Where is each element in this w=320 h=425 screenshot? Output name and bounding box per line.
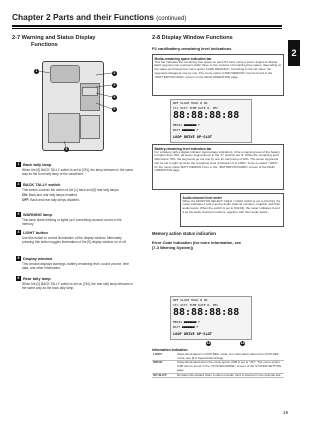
lcd-timecode: 88:88:88:88 [173,307,240,318]
item-body: This switch controls the action of the [1] back and [6] rear tally lamps. [22,188,120,192]
item-badge: 2 [17,182,20,186]
header-rule-thin [12,28,282,29]
chapter-tab: 2 [288,40,300,66]
item-light-button [16,230,134,244]
item-back-tally-switch [16,182,134,202]
lcd-timecode: 88:88:88:88 [173,110,240,121]
battery-remaining-box [152,144,284,190]
chapter-continued: (continued) [156,16,187,22]
item-title: Display window [23,256,53,261]
marker-3: 3 [113,83,116,87]
page-header [12,12,282,29]
section-2-8-heading [152,35,286,42]
sub-key: OFF: [22,198,30,203]
table-row [152,373,284,378]
section-2-7-title-2: Functions [31,42,58,48]
info-value: Remains illuminated when a video encoder card is inserted in the optional slot. [176,373,284,378]
lcd-mode-row: CTL VITC TIME DATE R- PEC [173,106,219,110]
item-body: Use this button to control illumination of the display window. Alternately pressing this button toggles illumination of the [5] display window on or off. [22,236,127,245]
item-title: Rear tally lamp [23,276,51,281]
item-body: This window displays warnings, battery-remaining level, sound volume, time data, and other information. [22,262,130,271]
lcd-media-bar: MEDIA ■■■■■■■ F [173,320,201,324]
item-display-window [16,256,134,270]
item-title: WARNING lamp [23,212,52,217]
item-body: When the [2] BACK TALLY switch is set on [ON], the rear tally lamp behaves in the same way as the back tally lamp. [22,282,134,291]
marker-5: 5 [113,107,116,111]
item-badge: 6 [17,276,20,280]
info-key: OP-SLOT: [152,373,176,378]
section-2-8-title: Display Window Functions [161,35,233,41]
p2-indication-title: P2 card/battery-remaining level indications [152,46,232,51]
sub-key: ON: [22,193,28,198]
item-warning-lamp [16,212,134,226]
marker-1: 1 [35,69,38,73]
item-sub-row [16,193,134,197]
info-indication-table [152,353,284,378]
lcd-battery-bar: BATT ■■■■■■■ F [173,128,199,132]
error-code-ref: [7-3 Warning System]) [152,245,193,250]
battery-box-title: Battery-remaining level indication bar [154,146,212,151]
item-title: Back tally lamp [23,162,52,167]
marker-2: 2 [113,71,116,75]
memory-action-title: Memory action status indication [152,231,216,236]
section-2-8-number: 2-8 [152,35,161,41]
lcd-status-labels: LOOP DRIVE OP-SLOT [173,332,212,336]
item-body: When the [6] BACK TALLY switch is set to [ON], the lamp behaves in the same way as the front tally lamp of the viewfinder. [22,168,134,177]
info-indication-title: Information indication [152,348,188,352]
section-2-7-title-1: Warning and Status Display [21,35,96,41]
item-badge: 3 [17,212,20,216]
battery-box-text: For a battery with a digital indicator (percentage indication), it the remaining level of the battery is higher than 70%, all seven segments up to the "F" position are lit. When the remaining level falls below 70%, the segments go out one by one for each drop of 10%. The seven segments can be set to light up when the remaining level is between 0 to 100%. To do so select "100%" for the menu option BATT REMAIN FULL in the <BATTERY/P2CARD> screen of the MAIN OPERATION page. [154,149,280,173]
sub-value: Back and rear tally lamps disabled. [30,198,80,203]
error-code-title: Error Code Indication (for more information, see [152,240,242,245]
marker-14: 14 [240,341,245,345]
item-title: BACK TALLY switch [23,182,61,187]
lcd-status-row: NDF SLAVE HOLD W 2N [173,101,208,105]
leader-lines [24,57,128,157]
lcd-battery-bar: BATT ■■■■■■■ F [173,325,199,329]
info-key: LOOP: [152,353,176,361]
display-window-diagram-1 [170,99,252,143]
item-back-tally-lamp [16,162,134,176]
media-box-text: This bar indicates the remaining free space on each P2 card, using a seven-segment display. Each segment can represent either three or five minutes of remaining free space, depending on the value set through the menu option CARD REMAIN/□. According to the set value, the segments disappear one by one. The menu option CARD REMAIN/□ can be found in the <BATTERY/P2CARD> screen on the MAIN OPERATION page. [154,59,282,79]
lcd-status-labels: LOOP DRIVE OP-SLOT [173,135,212,139]
item-rear-tally-lamp [16,276,134,290]
audio-level-box [180,193,284,227]
display-window-diagram-2 [170,296,252,340]
item-sub-row [16,198,134,202]
info-key: DRIVE: [152,361,176,373]
header-rule [12,25,282,27]
section-2-7-number: 2-7 [12,35,21,41]
info-value: Stays illuminated in LOOP REC mode. For information about the LOOP REC mode, see [4-6 Special Recording]. [176,353,284,361]
media-box-title: Media-remaining space indication bar [154,56,212,61]
sub-value: Back and rear tally lamps enabled. [28,193,78,198]
page-number: 19 [282,410,288,415]
info-value: Stays illuminated when the menu option USB is set to "ON". The menu option USB can be found in the <SYSTEM MODE> screen of the SYSTEM SETTING page. [176,361,284,373]
lcd-status-row: NDF SLAVE HOLD W 2N [173,298,208,302]
audio-box-title: Audio channel level meter [182,195,223,200]
chapter-title-text: Chapter 2 Parts and their Functions [12,12,154,22]
item-title: LIGHT button [23,230,48,235]
marker-6: 6 [65,147,68,151]
table-row [152,361,284,373]
item-badge: 1 [17,162,20,166]
item-badge: 4 [17,230,20,234]
marker-4: 4 [113,95,116,99]
chapter-title [12,12,282,22]
media-remaining-box [152,54,284,96]
item-body: This lamp starts blinking or lights up if something unusual occurs in the memory. [22,218,122,227]
marker-13: 13 [206,341,211,345]
audio-box-text: When the MONITOR SELECT CH1/2 / CH3/4 switch is set to [CH1/2], the meter indicates 1 and 2 as the audio channel numbers, together with their audio levels. When the switch is set to [CH3/4], the meter indicates 3 and 4 as the audio channel numbers, together with their audio levels. [182,198,281,214]
camera-illustration [24,57,128,157]
item-badge: 5 [17,256,20,260]
section-2-7-heading [12,35,142,49]
lcd-mode-row: CTL VITC TIME DATE R- PEC [173,303,219,307]
lcd-media-bar: MEDIA ■■■■■■■ F [173,123,201,127]
